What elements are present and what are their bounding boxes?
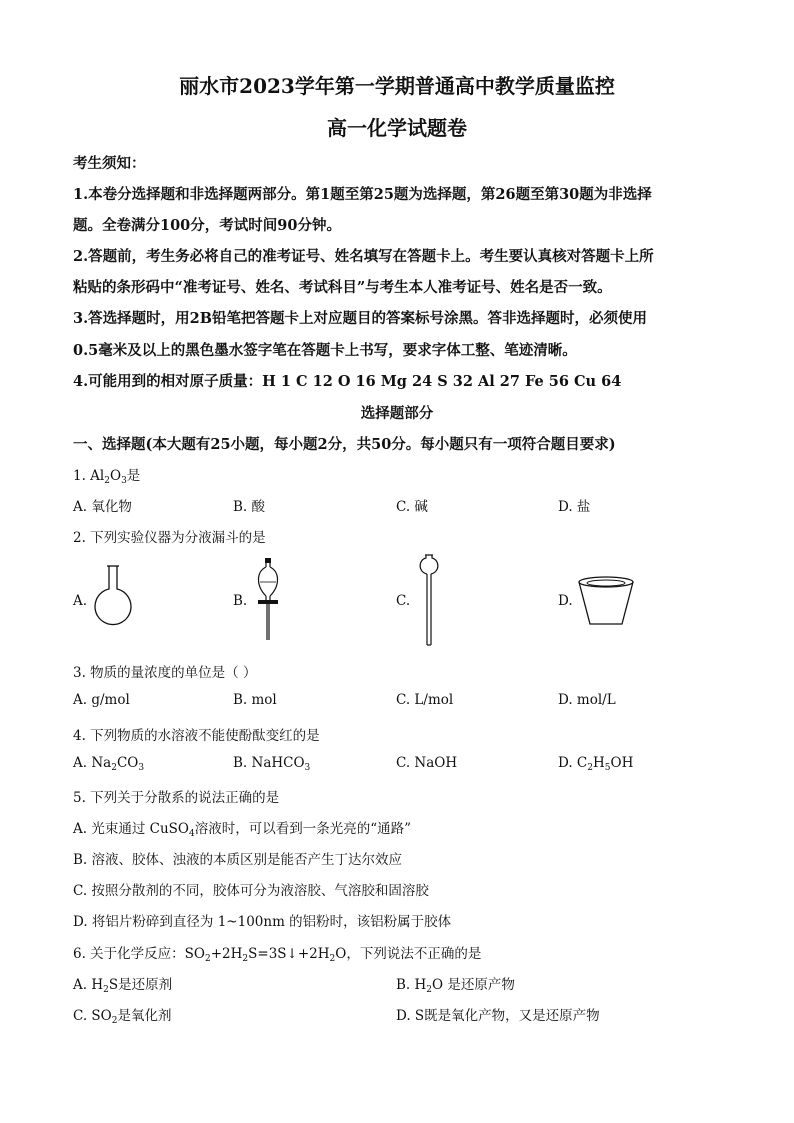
- question-6-option-c: C. $SO_2$是氧化剂: [73, 1008, 172, 1026]
- question-4-stem: 4. 下列物质的水溶液不能使酚酞变红的是: [73, 728, 320, 744]
- question-1-stem: 1. $Al_2O_3$是: [73, 468, 141, 486]
- question-3-stem: 3. 物质的量浓度的单位是（ ）: [73, 665, 257, 681]
- question-4-option-d: D. $C_2H_5OH$: [558, 755, 634, 773]
- notice-line-2: 题。全卷满分100分，考试时间90分钟。: [73, 217, 341, 234]
- question-3-option-c: C. L/mol: [396, 692, 454, 708]
- question-4-option-c: C. NaOH: [396, 755, 458, 771]
- question-5-option-a: A. 光束通过 CuSO$_4$溶液时，可以看到一条光亮的“通路”: [73, 821, 412, 839]
- notice-heading: 考生须知：: [73, 155, 146, 172]
- question-6-option-a: A. $H_2S$是还原剂: [73, 977, 173, 995]
- exam-subtitle: 高一化学试题卷: [327, 116, 467, 140]
- question-5-option-d: D. 将铝片粉碎到直径为 1~100nm 的铝粉时，该铝粉属于胶体: [73, 914, 452, 930]
- question-1-option-d: D. 盐: [558, 499, 591, 515]
- notice-line-4: 粘贴的条形码中“准考证号、姓名、考试科目”与考生本人准考证号、姓名是否一致。: [73, 279, 612, 296]
- crucible-icon: [576, 574, 636, 628]
- notice-line-5: 3.答选择题时，用2B铅笔把答题卡上对应题目的答案标号涂黑。答非选择题时，必须使用: [73, 310, 647, 327]
- question-1-option-a: A. 氧化物: [73, 499, 132, 515]
- question-2-option-a: A.: [73, 593, 88, 609]
- notice-line-1: 1.本卷分选择题和非选择题两部分。第1题至第25题为选择题，第26题至第30题为非选择: [73, 186, 652, 203]
- question-6-option-d: D. S既是氧化产物，又是还原产物: [396, 1008, 600, 1024]
- question-5-option-c: C. 按照分散剂的不同，胶体可分为液溶胶、气溶胶和固溶胶: [73, 883, 429, 899]
- round-bottom-flask-icon: [88, 562, 138, 632]
- question-4-option-b: B. NaHCO$_3$: [233, 755, 311, 773]
- part1-instructions: 一、选择题(本大题有25小题，每小题2分，共50分。每小题只有一项符合题目要求): [73, 436, 616, 453]
- bulb-funnel-icon: [414, 552, 444, 648]
- question-3-option-a: A. g/mol: [73, 692, 130, 708]
- section-heading: 选择题部分: [360, 405, 434, 422]
- question-1-option-b: B. 酸: [233, 499, 266, 515]
- question-2-option-c: C.: [396, 593, 411, 609]
- question-6-stem: 6. 关于化学反应：$SO_2+2H_2S=3S↓+2H_2O$，下列说法不正确的是: [73, 946, 482, 964]
- question-4-option-a: A. $Na_2CO_3$: [73, 755, 145, 773]
- separatory-funnel-icon: [248, 556, 288, 646]
- notice-line-3: 2.答题前，考生务必将自己的准考证号、姓名填写在答题卡上。考生要认真核对答题卡上所: [73, 248, 654, 265]
- question-3-option-b: B. mol: [233, 692, 277, 708]
- question-5-stem: 5. 下列关于分散系的说法正确的是: [73, 790, 280, 806]
- exam-title: 丽水市2023学年第一学期普通高中教学质量监控: [179, 74, 615, 98]
- notice-line-6: 0.5毫米及以上的黑色墨水签字笔在答题卡上书写，要求字体工整、笔迹清晰。: [73, 342, 577, 359]
- question-2-option-b: B.: [233, 593, 248, 609]
- question-5-option-b: B. 溶液、胶体、浊液的本质区别是能否产生丁达尔效应: [73, 852, 403, 868]
- question-2-option-d: D.: [558, 593, 573, 609]
- question-2-stem: 2. 下列实验仪器为分液漏斗的是: [73, 530, 266, 546]
- question-1-option-c: C. 碱: [396, 499, 428, 515]
- notice-line-7: 4.可能用到的相对原子质量：H 1 C 12 O 16 Mg 24 S 32 Al 27 Fe 56 Cu 64: [73, 373, 622, 390]
- question-6-option-b: B. $H_2O$ 是还原产物: [396, 977, 515, 995]
- question-3-option-d: D. mol/L: [558, 692, 616, 708]
